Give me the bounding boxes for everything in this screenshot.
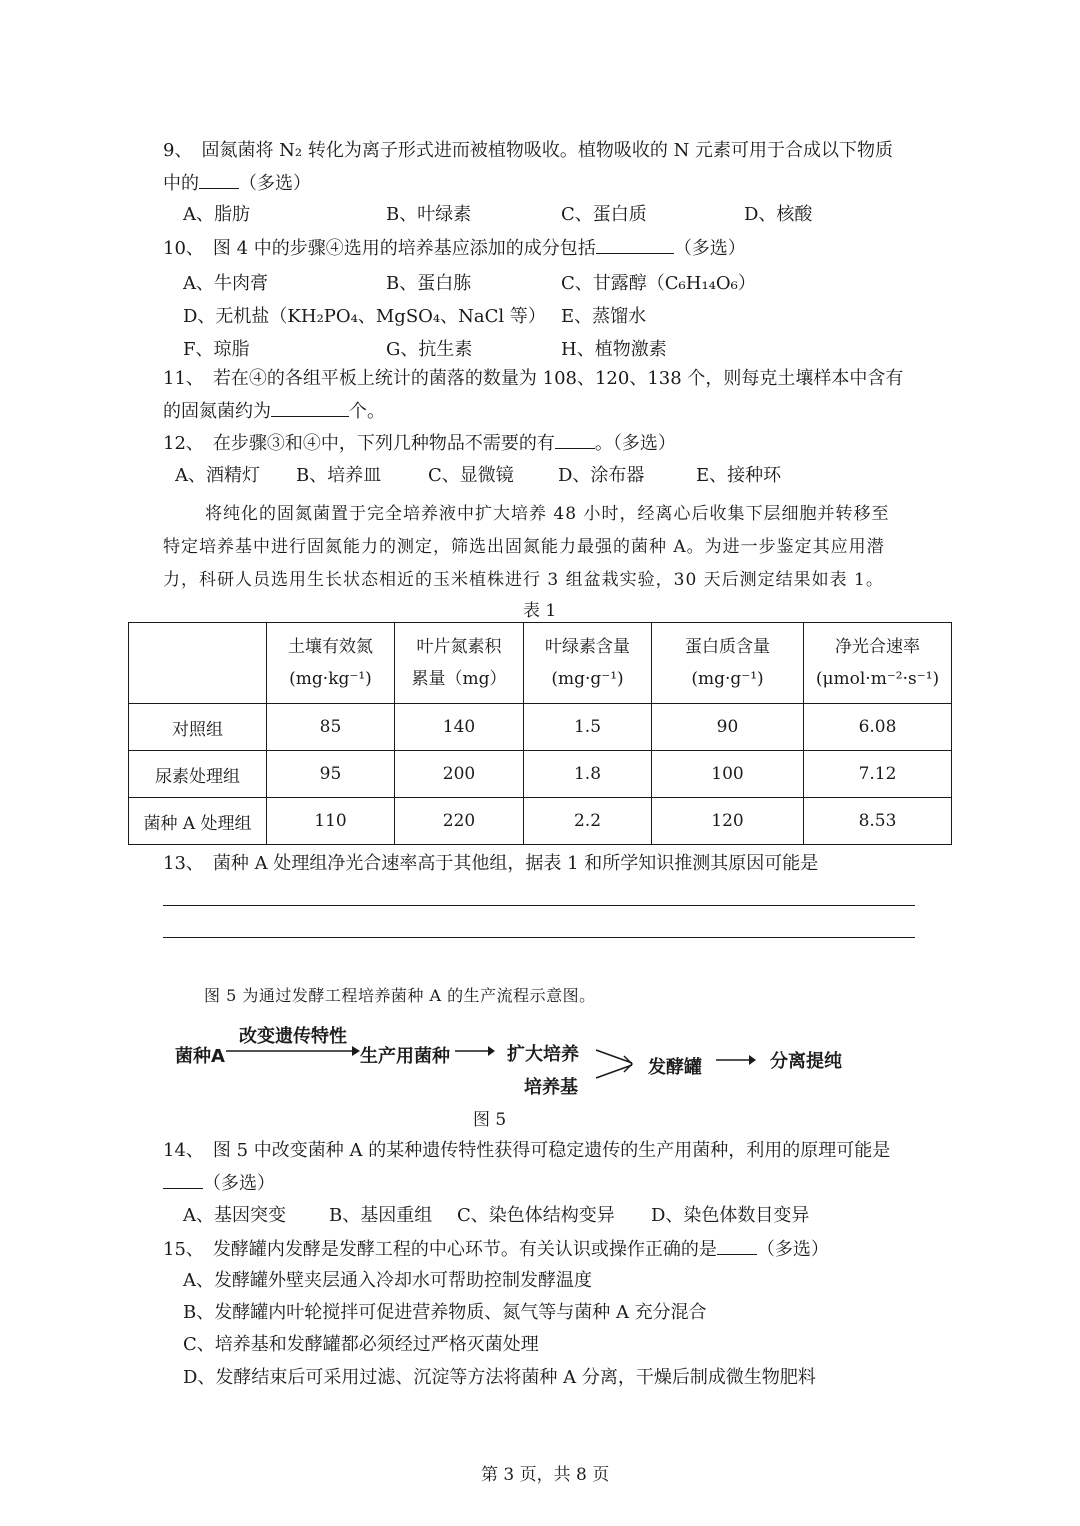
- q10-option-e: E、蒸馏水: [561, 306, 647, 327]
- data-table: [128, 622, 952, 845]
- header-soil-n-l1: 土壤有效氮: [288, 637, 373, 657]
- header-soil-n-l2: (mg·kg⁻¹): [289, 669, 372, 689]
- header-cell-chlorophyll: [524, 623, 652, 704]
- q9-stem-line1: 9、 固氮菌将 N₂ 转化为离子形式进而被植物吸收。植物吸收的 N 元素可用于合成以下物质: [163, 140, 894, 161]
- cell: 100: [652, 751, 804, 798]
- q9-stem-post: （多选）: [239, 173, 311, 194]
- flow-fermenter: 发酵罐: [648, 1057, 702, 1078]
- fig5-intro: 图 5 为通过发酵工程培养菌种 A 的生产流程示意图。: [204, 986, 596, 1005]
- q14-option-b: B、基因重组: [329, 1205, 433, 1226]
- q14-option-a: A、基因突变: [183, 1205, 286, 1226]
- cell: 200: [395, 751, 524, 798]
- header-cell-soil-n: [267, 623, 395, 704]
- cell: 110: [267, 798, 395, 845]
- row-label: 对照组: [129, 704, 267, 751]
- q15-stem-post: （多选）: [756, 1239, 829, 1260]
- q11-stem-line1: 11、 若在④的各组平板上统计的菌落的数量为 108、120、138 个，则每克土壤样本中含有: [163, 368, 904, 389]
- cell: 85: [267, 704, 395, 751]
- q12-option-a: A、酒精灯: [175, 465, 260, 486]
- q12-stem-pre: 12、 在步骤③和④中，下列几种物品不需要的有: [163, 433, 555, 454]
- q14-stem-line2: [163, 1170, 275, 1197]
- q9-stem-line2: [163, 170, 311, 197]
- q10-option-h: H、植物激素: [561, 339, 667, 360]
- q9-option-c: C、蛋白质: [561, 204, 647, 225]
- q13-answer-line-2[interactable]: [163, 937, 915, 938]
- q9-answer-blank[interactable]: [199, 170, 239, 189]
- header-cell-photosynthesis: [804, 623, 952, 704]
- q15-stem-pre: 15、 发酵罐内发酵是发酵工程的中心环节。有关认识或操作正确的是: [163, 1239, 717, 1260]
- flow-merge-arrow: [594, 1046, 636, 1082]
- table-row: [129, 704, 952, 751]
- header-cell-protein: [652, 623, 804, 704]
- q13-stem: 13、 菌种 A 处理组净光合速率高于其他组，据表 1 和所学知识推测其原因可能是: [163, 853, 819, 874]
- header-protein-l1: 蛋白质含量: [685, 637, 770, 657]
- q11-stem-post: 个。: [349, 401, 385, 422]
- q12-option-d: D、涂布器: [558, 465, 645, 486]
- q15-option-d: D、发酵结束后可采用过滤、沉淀等方法将菌种 A 分离，干燥后制成微生物肥料: [183, 1367, 816, 1388]
- q12-option-c: C、显微镜: [428, 465, 514, 486]
- q9-option-b: B、叶绿素: [386, 204, 472, 225]
- q12-option-e: E、接种环: [696, 465, 782, 486]
- cell: 90: [652, 704, 804, 751]
- flow-separation: 分离提纯: [770, 1051, 842, 1072]
- table-row: [129, 751, 952, 798]
- q13-answer-line-1[interactable]: [163, 905, 915, 906]
- page-number: 第 3 页，共 8 页: [481, 1465, 610, 1485]
- q11-stem-pre: 的固氮菌约为: [163, 401, 271, 422]
- flow-strain-a: 菌种A: [175, 1046, 225, 1067]
- q10-stem-pre: 10、 图 4 中的步骤④选用的培养基应添加的成分包括: [163, 238, 596, 259]
- table-row: [129, 798, 952, 845]
- flow-arrow-3: [716, 1053, 756, 1067]
- q15-option-b: B、发酵罐内叶轮搅拌可促进营养物质、氮气等与菌种 A 充分混合: [183, 1302, 707, 1323]
- q10-option-g: G、抗生素: [386, 339, 473, 360]
- cell: 120: [652, 798, 804, 845]
- q14-answer-blank[interactable]: [163, 1170, 203, 1189]
- intro-line2: 特定培养基中进行固氮能力的测定，筛选出固氮能力最强的菌种 A。为进一步鉴定其应用潜: [163, 537, 885, 557]
- cell: 95: [267, 751, 395, 798]
- header-protein-l2: (mg·g⁻¹): [691, 669, 764, 689]
- q12-option-b: B、培养皿: [296, 465, 382, 486]
- flow-arrow-2: [455, 1044, 495, 1058]
- flow-arrow-label: 改变遗传特性: [239, 1026, 347, 1047]
- cell: 8.53: [804, 798, 952, 845]
- q12-stem-post: 。（多选）: [594, 433, 676, 454]
- q9-option-d: D、核酸: [744, 204, 813, 225]
- header-cell-empty: [129, 623, 267, 704]
- row-label: 尿素处理组: [129, 751, 267, 798]
- q11-answer-blank[interactable]: [271, 398, 349, 417]
- q10-stem: [163, 235, 746, 262]
- header-photosynthesis-l2: (μmol·m⁻²·s⁻¹): [815, 669, 940, 689]
- intro-line1: 将纯化的固氮菌置于完全培养液中扩大培养 48 小时，经离心后收集下层细胞并转移至: [205, 504, 890, 524]
- flow-medium: 培养基: [524, 1077, 578, 1098]
- q10-stem-post: （多选）: [673, 238, 746, 259]
- row-label: 菌种 A 处理组: [129, 798, 267, 845]
- q9-option-a: A、脂肪: [183, 204, 250, 225]
- cell: 140: [395, 704, 524, 751]
- q15-option-a: A、发酵罐外壁夹层通入冷却水可帮助控制发酵温度: [183, 1270, 592, 1291]
- q10-option-b: B、蛋白胨: [386, 273, 472, 294]
- flow-expand-culture: 扩大培养: [507, 1044, 579, 1065]
- header-chlorophyll-l2: (mg·g⁻¹): [551, 669, 624, 689]
- q12-answer-blank[interactable]: [555, 430, 595, 449]
- q10-option-c: C、甘露醇（C₆H₁₄O₆）: [561, 273, 756, 294]
- q15-stem: [163, 1236, 829, 1263]
- fig5-caption: 图 5: [473, 1110, 507, 1130]
- cell: 220: [395, 798, 524, 845]
- q10-option-a: A、牛肉膏: [183, 273, 268, 294]
- q10-answer-blank[interactable]: [596, 235, 674, 254]
- intro-line3: 力，科研人员选用生长状态相近的玉米植株进行 3 组盆栽实验，30 天后测定结果如表 1。: [163, 570, 884, 590]
- table-header-row: [129, 623, 952, 704]
- flow-production-strain: 生产用菌种: [360, 1046, 450, 1067]
- header-chlorophyll-l1: 叶绿素含量: [545, 637, 630, 657]
- header-cell-leaf-n: [395, 623, 524, 704]
- cell: 1.8: [524, 751, 652, 798]
- q9-stem-pre: 中的: [163, 173, 199, 194]
- cell: 6.08: [804, 704, 952, 751]
- header-photosynthesis-l1: 净光合速率: [835, 637, 920, 657]
- q14-option-c: C、染色体结构变异: [457, 1205, 615, 1226]
- cell: 2.2: [524, 798, 652, 845]
- header-leaf-n-l2: 累量（mg）: [411, 669, 507, 689]
- cell: 7.12: [804, 751, 952, 798]
- q10-option-d: D、无机盐（KH₂PO₄、MgSO₄、NaCl 等）: [183, 306, 546, 327]
- q15-option-c: C、培养基和发酵罐都必须经过严格灭菌处理: [183, 1334, 539, 1355]
- q14-option-d: D、染色体数目变异: [651, 1205, 810, 1226]
- cell: 1.5: [524, 704, 652, 751]
- q14-stem-line1: 14、 图 5 中改变菌种 A 的某种遗传特性获得可稳定遗传的生产用菌种，利用的原理可能是: [163, 1140, 891, 1161]
- flow-arrow-1: [226, 1044, 360, 1058]
- header-leaf-n-l1: 叶片氮素积: [416, 637, 502, 657]
- table-title: 表 1: [523, 601, 557, 621]
- q11-stem-line2: [163, 398, 385, 425]
- q10-option-f: F、琼脂: [183, 339, 250, 360]
- q12-stem: [163, 430, 676, 457]
- q14-stem-post: （多选）: [203, 1173, 275, 1194]
- q15-answer-blank[interactable]: [717, 1236, 757, 1255]
